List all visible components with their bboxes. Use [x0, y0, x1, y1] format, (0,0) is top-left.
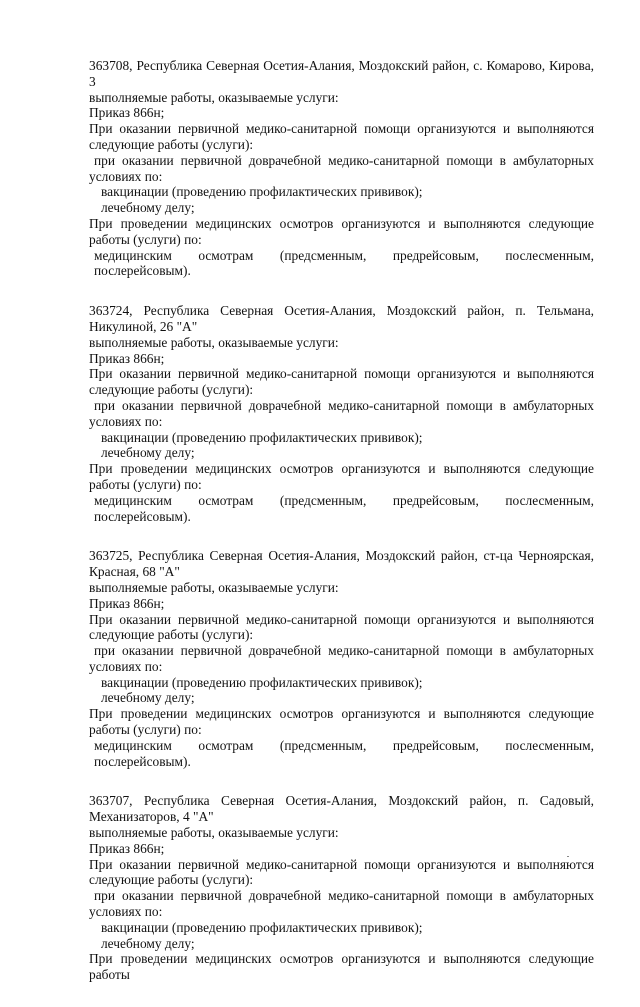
exams-line: медицинским осмотрам (предсменным, предрейсовым, послесменным, послерейсовым).	[94, 492, 594, 524]
exams-line: медицинским осмотрам (предсменным, предрейсовым, послесменным, послерейсовым).	[94, 737, 594, 769]
medical-care-line: лечебному делу;	[101, 445, 195, 461]
exams-intro-line: При проведении медицинских осмотров организуются и выполняются следующие работы (услуги) по:	[89, 706, 594, 738]
vaccination-line: вакцинации (проведению профилактических прививок);	[101, 919, 423, 935]
exams-intro-line: При проведении медицинских осмотров организуются и выполняются следующие работы (услуги) по:	[89, 215, 594, 247]
order-line: Приказ 866н;	[89, 350, 165, 366]
order-line: Приказ 866н;	[89, 840, 165, 856]
address-block-3	[89, 548, 594, 769]
vaccination-line: вакцинации (проведению профилактических прививок);	[101, 674, 423, 690]
primary-care-line: При оказании первичной медико-санитарной помощи организуются и выполняются следующие работы (услуги):	[89, 366, 594, 398]
works-label: выполняемые работы, оказываемые услуги:	[89, 579, 339, 595]
prehospital-line: при оказании первичной доврачебной медико-санитарной помощи в амбулаторных условиях по:	[89, 152, 594, 184]
order-line: Приказ 866н;	[89, 595, 165, 611]
document-page	[89, 58, 594, 1007]
prehospital-line: при оказании первичной доврачебной медико-санитарной помощи в амбулаторных условиях по:	[89, 397, 594, 429]
works-label: выполняемые работы, оказываемые услуги:	[89, 89, 339, 105]
exams-line: медицинским осмотрам (предсменным, предрейсовым, послесменным, послерейсовым).	[94, 247, 594, 279]
medical-care-line: лечебному делу;	[101, 690, 195, 706]
primary-care-line: При оказании первичной медико-санитарной помощи организуются и выполняются следующие работы (услуги):	[89, 611, 594, 643]
works-label: выполняемые работы, оказываемые услуги:	[89, 825, 339, 841]
primary-care-line: При оказании первичной медико-санитарной помощи организуются и выполняются следующие работы (услуги):	[89, 856, 594, 888]
works-label: выполняемые работы, оказываемые услуги:	[89, 334, 339, 350]
scan-speck	[567, 856, 569, 857]
medical-care-line: лечебному делу;	[101, 935, 195, 951]
vaccination-line: вакцинации (проведению профилактических прививок);	[101, 184, 423, 200]
address-line: 363707, Республика Северная Осетия-Алания, Моздокский район, п. Садовый, Механизаторов, 4 "А"	[89, 793, 594, 825]
address-block-4	[89, 793, 594, 983]
exams-intro-line: При проведении медицинских осмотров организуются и выполняются следующие работы (услуги) по:	[89, 461, 594, 492]
address-line: 363725, Республика Северная Осетия-Алания, Моздокский район, ст-ца Черноярская, Красная, 68 "А"	[89, 548, 594, 580]
address-line: 363708, Республика Северная Осетия-Алания, Моздокский район, с. Комарово, Кирова, 3	[89, 58, 594, 89]
primary-care-line: При оказании первичной медико-санитарной помощи организуются и выполняются следующие работы (услуги):	[89, 121, 594, 152]
medical-care-line: лечебному делу;	[101, 200, 195, 216]
order-line: Приказ 866н;	[89, 105, 165, 121]
prehospital-line: при оказании первичной доврачебной медико-санитарной помощи в амбулаторных условиях по:	[89, 643, 594, 674]
prehospital-line: при оказании первичной доврачебной медико-санитарной помощи в амбулаторных условиях по:	[89, 888, 594, 920]
address-line: 363724, Республика Северная Осетия-Алания, Моздокский район, п. Тельмана, Никулиной, 26 "А"	[89, 303, 594, 334]
address-block-2	[89, 303, 594, 524]
address-block-1	[89, 58, 594, 279]
vaccination-line: вакцинации (проведению профилактических прививок);	[101, 429, 423, 445]
exams-intro-line: При проведении медицинских осмотров организуются и выполняются следующие работы	[89, 951, 594, 983]
